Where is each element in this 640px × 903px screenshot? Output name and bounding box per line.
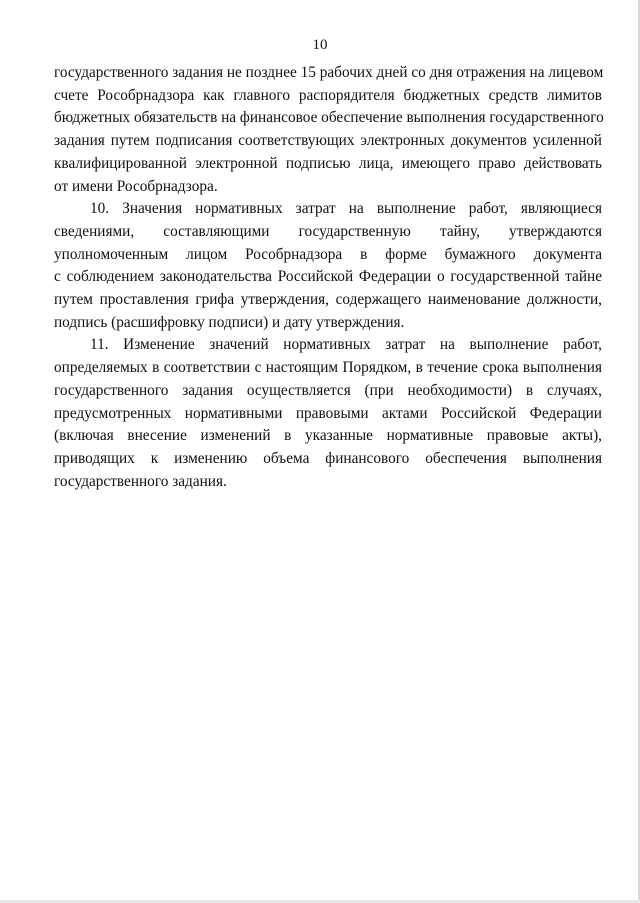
page-number: 10 (312, 37, 328, 53)
paragraph-11 (54, 334, 602, 493)
text-line: задания путем подписания соответствующих электронных документов усиленной (54, 132, 602, 150)
text-line: государственного задания не позднее 15 рабочих дней со дня отражения на лицевом (54, 64, 604, 81)
text-line: приводящих к изменению объема финансового обеспечения выполнения (54, 449, 602, 467)
text-line: государственного задания осуществляется (при необходимости) в случаях, (54, 381, 602, 399)
text-line: от имени Рособрнадзора. (54, 177, 218, 195)
text-line: определяемых в соответствии с настоящим Порядком, в течение срока выполнения (54, 359, 602, 377)
text-line: бюджетных обязательств на финансовое обеспечение выполнения государственного (54, 109, 604, 127)
paragraph-10 (54, 198, 602, 334)
text-line: 10. Значения нормативных затрат на выполнение работ, являющиеся (90, 200, 602, 218)
text-line: подпись (расшифровку подписи) и дату утверждения. (54, 313, 405, 331)
text-line: 11. Изменение значений нормативных затрат на выполнение работ, (90, 336, 602, 354)
text-line: уполномоченным лицом Рособрнадзора в форме бумажного документа (54, 245, 602, 263)
document-body (54, 62, 602, 493)
text-line: счете Рособрнадзора как главного распорядителя бюджетных средств лимитов (54, 86, 602, 104)
text-line: с соблюдением законодательства Российской Федерации о государственной тайне (54, 268, 602, 286)
text-line: государственного задания. (54, 472, 227, 490)
text-line: предусмотренных нормативными правовыми актами Российской Федерации (54, 404, 602, 422)
paragraph-continuation (54, 62, 602, 198)
text-line: квалифицированной электронной подписью лица, имеющего право действовать (54, 154, 602, 172)
text-line: путем проставления грифа утверждения, содержащего наименование должности, (54, 291, 602, 309)
text-line: сведениями, составляющими государственную тайну, утверждаются (54, 222, 602, 240)
text-line: (включая внесение изменений в указанные нормативные правовые акты), (54, 427, 602, 445)
